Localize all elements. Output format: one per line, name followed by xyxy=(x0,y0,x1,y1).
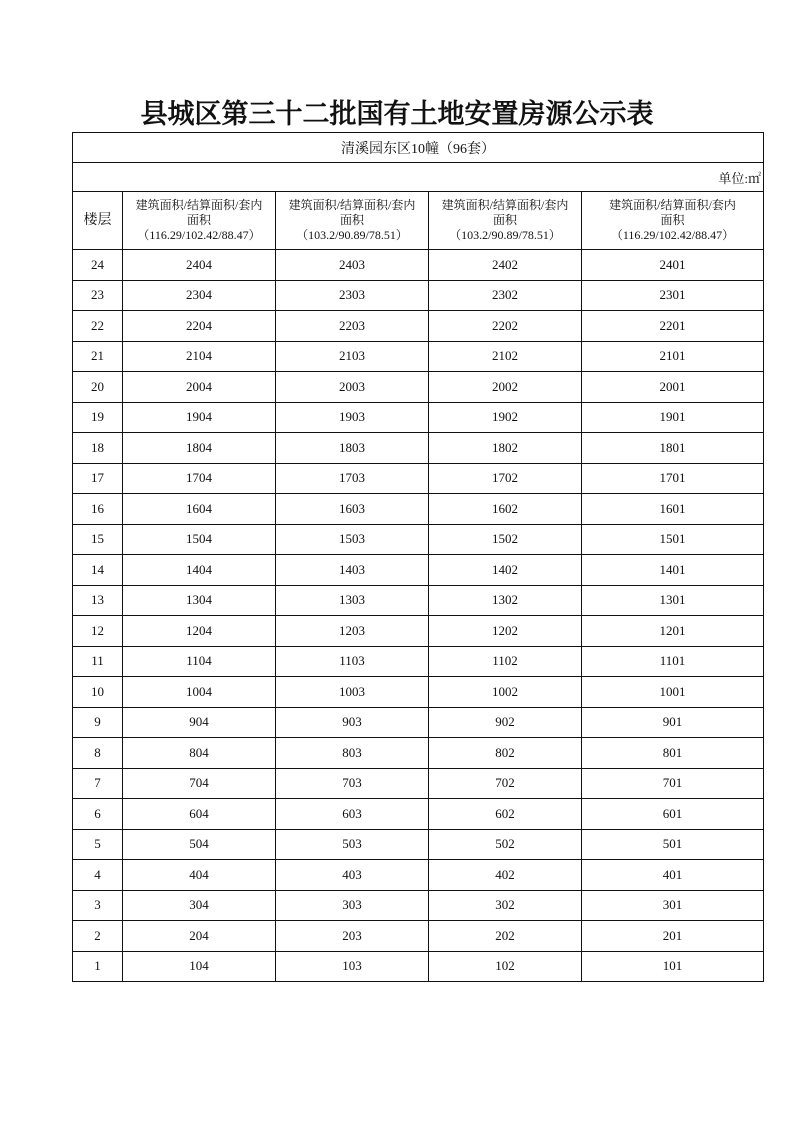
floor-cell: 4 xyxy=(73,860,123,891)
header-row xyxy=(73,192,764,250)
unit-cell: 2003 xyxy=(276,372,429,403)
floor-cell: 21 xyxy=(73,341,123,372)
unit-cell: 1404 xyxy=(123,555,276,586)
table-row xyxy=(73,860,764,891)
header-line2: 面积 xyxy=(660,213,685,227)
unit-cell: 1702 xyxy=(429,463,582,494)
table-row xyxy=(73,616,764,647)
table-row xyxy=(73,921,764,952)
unit-cell: 302 xyxy=(429,890,582,921)
table-row xyxy=(73,280,764,311)
unit-cell: 301 xyxy=(582,890,764,921)
table-row xyxy=(73,768,764,799)
floor-cell: 16 xyxy=(73,494,123,525)
unit-cell: 503 xyxy=(276,829,429,860)
unit-cell: 2301 xyxy=(582,280,764,311)
unit-cell: 1501 xyxy=(582,524,764,555)
floor-cell: 18 xyxy=(73,433,123,464)
table-row xyxy=(73,433,764,464)
floor-cell: 3 xyxy=(73,890,123,921)
table-row xyxy=(73,707,764,738)
table-row xyxy=(73,799,764,830)
unit-cell: 304 xyxy=(123,890,276,921)
header-line1: 建筑面积/结算面积/套内 xyxy=(441,198,569,212)
header-line3: （116.29/102.42/88.47） xyxy=(137,228,261,242)
column-header xyxy=(123,192,276,250)
table-row xyxy=(73,555,764,586)
unit-cell: 901 xyxy=(582,707,764,738)
table-row xyxy=(73,585,764,616)
table-row xyxy=(73,463,764,494)
unit-label: 单位:㎡ xyxy=(73,163,764,192)
header-line3: （103.2/90.89/78.51） xyxy=(296,228,408,242)
unit-cell: 2401 xyxy=(582,250,764,281)
unit-cell: 204 xyxy=(123,921,276,952)
header-line1: 建筑面积/结算面积/套内 xyxy=(135,198,263,212)
table-row xyxy=(73,951,764,982)
unit-cell: 1904 xyxy=(123,402,276,433)
header-line1: 建筑面积/结算面积/套内 xyxy=(288,198,416,212)
table-row xyxy=(73,372,764,403)
unit-cell: 1601 xyxy=(582,494,764,525)
unit-cell: 1003 xyxy=(276,677,429,708)
unit-cell: 1302 xyxy=(429,585,582,616)
unit-cell: 502 xyxy=(429,829,582,860)
floor-cell: 9 xyxy=(73,707,123,738)
table-row xyxy=(73,494,764,525)
unit-cell: 402 xyxy=(429,860,582,891)
unit-cell: 101 xyxy=(582,951,764,982)
unit-cell: 2004 xyxy=(123,372,276,403)
unit-cell: 201 xyxy=(582,921,764,952)
unit-cell: 1301 xyxy=(582,585,764,616)
unit-cell: 1903 xyxy=(276,402,429,433)
floor-cell: 11 xyxy=(73,646,123,677)
unit-cell: 2404 xyxy=(123,250,276,281)
unit-cell: 504 xyxy=(123,829,276,860)
unit-cell: 1602 xyxy=(429,494,582,525)
unit-cell: 2302 xyxy=(429,280,582,311)
table-row xyxy=(73,646,764,677)
column-header xyxy=(276,192,429,250)
unit-cell: 403 xyxy=(276,860,429,891)
unit-cell: 2001 xyxy=(582,372,764,403)
table-row xyxy=(73,890,764,921)
table-row xyxy=(73,250,764,281)
unit-cell: 1801 xyxy=(582,433,764,464)
floor-cell: 6 xyxy=(73,799,123,830)
unit-cell: 303 xyxy=(276,890,429,921)
unit-cell: 2204 xyxy=(123,311,276,342)
table-row xyxy=(73,524,764,555)
unit-cell: 2203 xyxy=(276,311,429,342)
floor-cell: 20 xyxy=(73,372,123,403)
unit-cell: 203 xyxy=(276,921,429,952)
column-header xyxy=(429,192,582,250)
unit-cell: 1402 xyxy=(429,555,582,586)
unit-cell: 604 xyxy=(123,799,276,830)
unit-cell: 401 xyxy=(582,860,764,891)
unit-cell: 1104 xyxy=(123,646,276,677)
floor-cell: 5 xyxy=(73,829,123,860)
unit-cell: 801 xyxy=(582,738,764,769)
unit-cell: 1303 xyxy=(276,585,429,616)
header-line3: （116.29/102.42/88.47） xyxy=(610,228,735,242)
unit-cell: 2201 xyxy=(582,311,764,342)
unit-cell: 1004 xyxy=(123,677,276,708)
unit-cell: 602 xyxy=(429,799,582,830)
unit-cell: 1002 xyxy=(429,677,582,708)
table-row xyxy=(73,311,764,342)
unit-cell: 1701 xyxy=(582,463,764,494)
floor-cell: 12 xyxy=(73,616,123,647)
unit-cell: 1304 xyxy=(123,585,276,616)
floor-cell: 22 xyxy=(73,311,123,342)
unit-cell: 1403 xyxy=(276,555,429,586)
floor-cell: 19 xyxy=(73,402,123,433)
unit-cell: 1103 xyxy=(276,646,429,677)
floor-header: 楼层 xyxy=(73,192,123,250)
floor-cell: 10 xyxy=(73,677,123,708)
unit-cell: 2303 xyxy=(276,280,429,311)
unit-cell: 804 xyxy=(123,738,276,769)
unit-cell: 1703 xyxy=(276,463,429,494)
floor-cell: 23 xyxy=(73,280,123,311)
floor-cell: 2 xyxy=(73,921,123,952)
table-row xyxy=(73,402,764,433)
unit-cell: 1804 xyxy=(123,433,276,464)
unit-cell: 1102 xyxy=(429,646,582,677)
floor-cell: 7 xyxy=(73,768,123,799)
unit-cell: 2101 xyxy=(582,341,764,372)
unit-cell: 1504 xyxy=(123,524,276,555)
floor-cell: 17 xyxy=(73,463,123,494)
header-line2: 面积 xyxy=(339,213,364,227)
unit-cell: 1802 xyxy=(429,433,582,464)
unit-cell: 1502 xyxy=(429,524,582,555)
column-header xyxy=(582,192,764,250)
page-title: 县城区第三十二批国有土地安置房源公示表 xyxy=(140,99,654,130)
unit-cell: 1001 xyxy=(582,677,764,708)
unit-cell: 1603 xyxy=(276,494,429,525)
header-line1: 建筑面积/结算面积/套内 xyxy=(609,198,736,212)
unit-cell: 2104 xyxy=(123,341,276,372)
unit-cell: 103 xyxy=(276,951,429,982)
unit-cell: 703 xyxy=(276,768,429,799)
header-line3: （103.2/90.89/78.51） xyxy=(449,228,561,242)
unit-cell: 704 xyxy=(123,768,276,799)
unit-cell: 904 xyxy=(123,707,276,738)
floor-cell: 24 xyxy=(73,250,123,281)
unit-cell: 803 xyxy=(276,738,429,769)
unit-cell: 202 xyxy=(429,921,582,952)
unit-cell: 702 xyxy=(429,768,582,799)
unit-cell: 2103 xyxy=(276,341,429,372)
unit-cell: 902 xyxy=(429,707,582,738)
unit-cell: 404 xyxy=(123,860,276,891)
unit-cell: 1401 xyxy=(582,555,764,586)
unit-cell: 1202 xyxy=(429,616,582,647)
unit-cell: 802 xyxy=(429,738,582,769)
unit-cell: 603 xyxy=(276,799,429,830)
unit-cell: 2304 xyxy=(123,280,276,311)
unit-cell: 2002 xyxy=(429,372,582,403)
unit-cell: 601 xyxy=(582,799,764,830)
unit-cell: 1503 xyxy=(276,524,429,555)
unit-cell: 1902 xyxy=(429,402,582,433)
unit-cell: 1604 xyxy=(123,494,276,525)
unit-cell: 102 xyxy=(429,951,582,982)
unit-cell: 701 xyxy=(582,768,764,799)
unit-cell: 903 xyxy=(276,707,429,738)
housing-table xyxy=(72,132,764,982)
header-line2: 面积 xyxy=(492,213,517,227)
unit-cell: 1203 xyxy=(276,616,429,647)
floor-cell: 15 xyxy=(73,524,123,555)
unit-cell: 1201 xyxy=(582,616,764,647)
floor-cell: 13 xyxy=(73,585,123,616)
unit-cell: 501 xyxy=(582,829,764,860)
unit-cell: 2402 xyxy=(429,250,582,281)
unit-cell: 2403 xyxy=(276,250,429,281)
table-row xyxy=(73,829,764,860)
unit-cell: 2102 xyxy=(429,341,582,372)
unit-cell: 1101 xyxy=(582,646,764,677)
floor-cell: 8 xyxy=(73,738,123,769)
unit-cell: 1204 xyxy=(123,616,276,647)
subtitle: 清溪园东区10幢（96套） xyxy=(73,133,764,163)
table-row xyxy=(73,738,764,769)
unit-row xyxy=(73,163,764,192)
table-row xyxy=(73,677,764,708)
unit-cell: 1803 xyxy=(276,433,429,464)
unit-cell: 104 xyxy=(123,951,276,982)
unit-cell: 1704 xyxy=(123,463,276,494)
header-line2: 面积 xyxy=(186,213,211,227)
unit-cell: 2202 xyxy=(429,311,582,342)
floor-cell: 1 xyxy=(73,951,123,982)
unit-cell: 1901 xyxy=(582,402,764,433)
table-row xyxy=(73,341,764,372)
floor-cell: 14 xyxy=(73,555,123,586)
subtitle-row xyxy=(73,133,764,163)
